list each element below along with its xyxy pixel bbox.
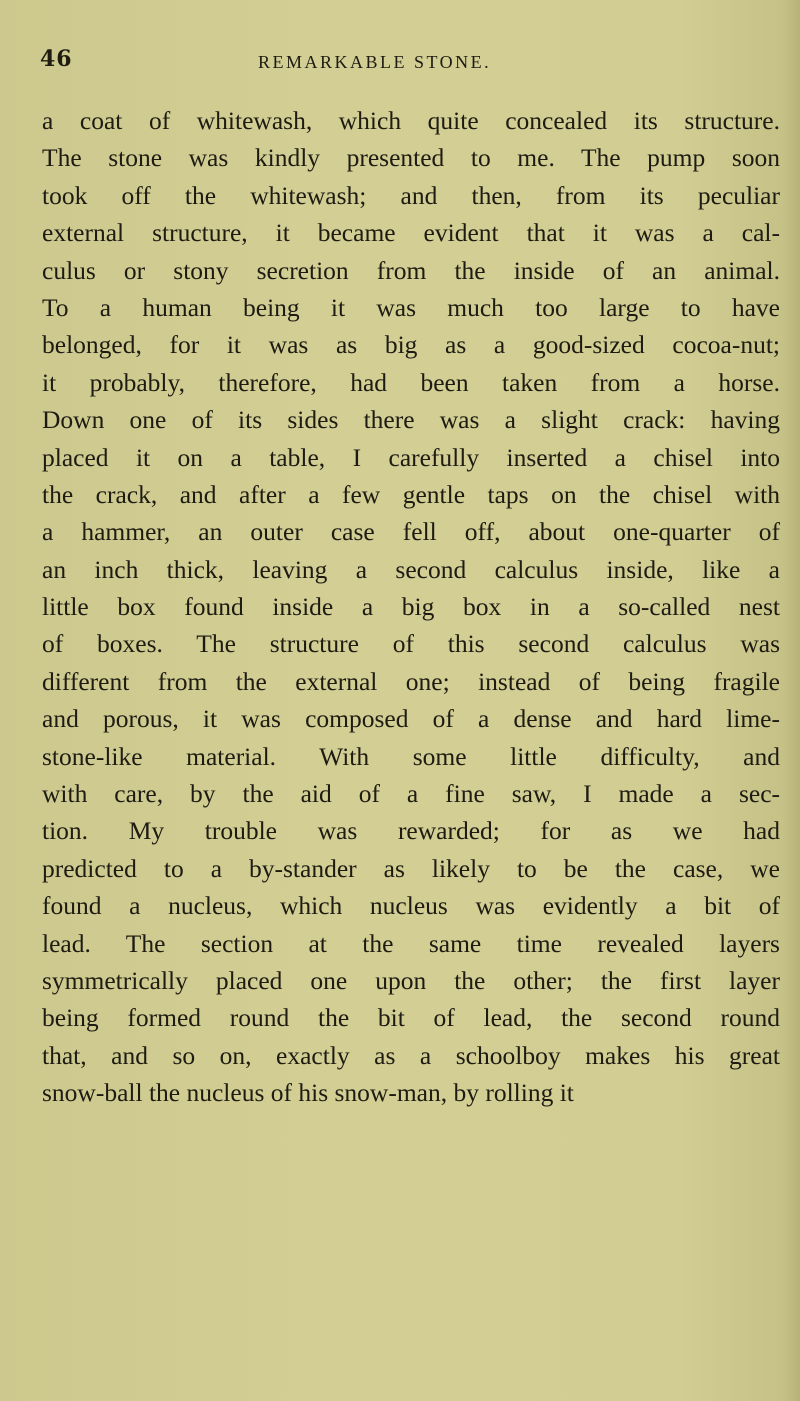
text-line: found a nucleus, which nucleus was evidently a bit of	[42, 891, 780, 921]
text-line: The stone was kindly presented to me. The pump soon	[42, 143, 780, 173]
page-edge-shadow	[782, 0, 800, 1401]
text-line: the crack, and after a few gentle taps on the chisel with	[42, 479, 780, 509]
text-line: symmetrically placed one upon the other; the first layer	[42, 965, 780, 995]
text-line: and porous, it was composed of a dense and hard lime-	[42, 704, 780, 734]
text-line: different from the external one; instead of being fragile	[42, 666, 780, 696]
text-line: lead. The section at the same time revealed layers	[42, 928, 780, 958]
page-header	[40, 46, 780, 82]
text-line: predicted to a by-stander as likely to be the case, we	[42, 853, 780, 883]
text-line: Down one of its sides there was a slight crack: having	[42, 405, 780, 435]
text-line: of boxes. The structure of this second calculus was	[42, 629, 780, 659]
text-line: it probably, therefore, had been taken from a horse.	[42, 367, 780, 397]
text-line: a coat of whitewash, which quite concealed its structure.	[42, 106, 780, 135]
text-line: snow-ball the nucleus of his snow-man, by rolling it	[42, 1078, 574, 1108]
text-line: placed it on a table, I carefully inserted a chisel into	[42, 442, 780, 472]
text-line: took off the whitewash; and then, from its peculiar	[42, 180, 780, 210]
page-number: 46	[40, 46, 73, 72]
text-line: that, and so on, exactly as a schoolboy makes his great	[42, 1040, 780, 1070]
text-line: stone-like material. With some little difficulty, and	[42, 741, 780, 771]
text-line: culus or stony secretion from the inside of an animal.	[42, 255, 780, 285]
text-line: with care, by the aid of a fine saw, I made a sec-	[42, 779, 780, 809]
text-line: an inch thick, leaving a second calculus inside, like a	[42, 554, 780, 584]
text-line: little box found inside a big box in a so-called nest	[42, 592, 780, 622]
text-line: tion. My trouble was rewarded; for as we had	[42, 816, 780, 846]
running-head: REMARKABLE STONE.	[258, 52, 492, 72]
body-text	[42, 102, 780, 1112]
text-line: belonged, for it was as big as a good-sized cocoa-nut;	[42, 330, 780, 360]
text-line: being formed round the bit of lead, the second round	[42, 1003, 780, 1033]
text-line: external structure, it became evident that it was a cal-	[42, 218, 780, 248]
text-line: To a human being it was much too large to have	[42, 292, 780, 322]
text-line: a hammer, an outer case fell off, about one-quarter of	[42, 517, 780, 547]
